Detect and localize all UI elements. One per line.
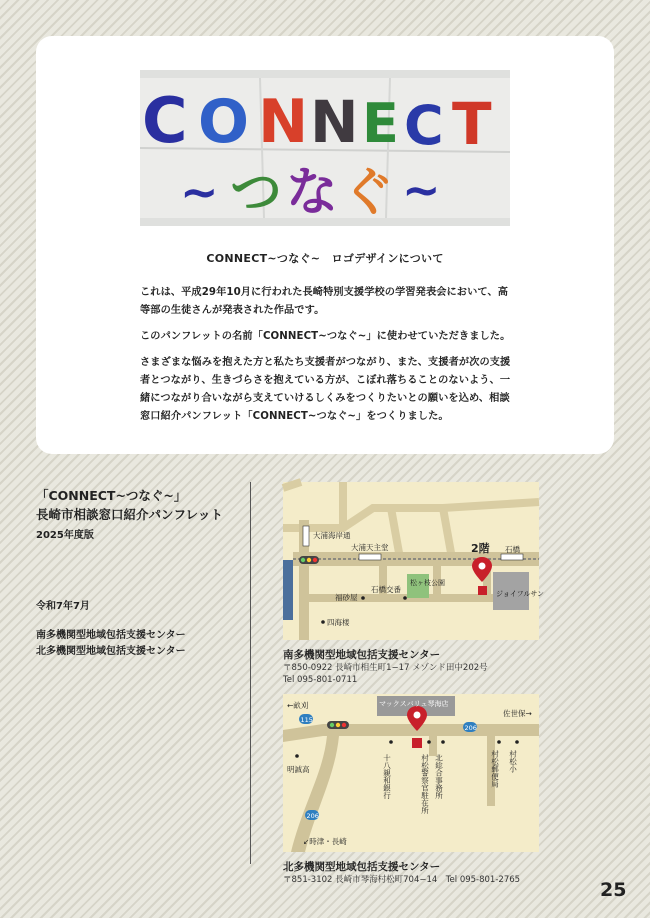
svg-text:~: ~ [402,163,441,217]
map-south-center [283,482,545,640]
label-school: 村松小 [508,750,518,773]
badge-route-206-a: 206 [464,724,477,732]
svg-text:つ: つ [230,163,283,223]
label-tokitsu: ←畝刈 [287,701,309,710]
publisher-north: 北多機関型地域包括支援センター [36,646,186,657]
north-center-address: 〒851-3102 長崎市琴海村松町704−14 Tel 095-801-2765 [283,875,521,885]
logo-info-card [36,36,614,454]
paragraph-1: これは、平成29年10月に行われた長崎特別支援学校の学習発表会において、高等部の生徒さんが発表された作品です。 [140,287,509,316]
svg-text:な: な [286,163,339,223]
svg-text:E: E [362,92,399,155]
page-number: 25 [600,879,627,901]
label-park: 松ヶ枝公園 [410,579,445,587]
label-post: 村松郵便局 [490,750,500,788]
label-floor: 2階 [471,542,490,555]
publisher-list [36,628,246,660]
north-center-name: 北多機関型地域包括支援センター [283,861,441,873]
pamphlet-info [36,486,246,660]
label-jyuhachi-bank: 十八親和銀行 [382,754,392,799]
label-maxvalu: マックスバリュ琴海店 [379,700,449,708]
badge-route-206-b: 206 [306,812,319,820]
connect-logo-photo [140,70,510,226]
logo-description [140,284,516,434]
label-ishibashi-koban: 石橋交番 [371,585,401,594]
south-tel-line: Tel 095-801-0711 [283,675,358,685]
svg-text:C: C [404,94,444,157]
publisher-south: 南多機関型地域包括支援センター [36,630,186,641]
label-meisei: 明誠高 [287,765,310,774]
label-jollibee: ジョイフルサン [496,590,545,598]
logo-caption: CONNECT~つなぐ~ ロゴデザインについて [206,252,444,265]
paragraph-2: このパンフレットの名前「CONNECT~つなぐ~」に使わせていただきました。 [140,331,511,342]
label-ohura-tenshudo: 大浦天主堂 [351,543,389,552]
label-shikaibou: 四海楼 [327,618,350,627]
south-center-name: 南多機関型地域包括支援センター [283,649,441,661]
paragraph-3: さまざまな悩みを抱えた方と私たち支援者がつながり、また、支援者が次の支援者とつながり、生きづらさを抱えている方が、こぼれ落ちることのないよう、一緒につながり合いながら支えていけるしくみをつくりたいとの願いを込め、相談窓口紹介パンフレット「CONNECT~つなぐ~」をつくりました。 [140,357,511,422]
pamphlet-title-line1: 「CONNECT~つなぐ~」 [36,488,187,503]
svg-text:C: C [142,84,188,157]
vertical-divider [250,482,251,864]
south-center-address [283,662,488,686]
label-police: 村松警察官駐在所 [420,754,430,814]
pamphlet-title-line2: 長崎市相談窓口紹介パンフレット [36,507,223,522]
label-fukushaya: 福砂屋 [335,593,358,602]
map-north-drawing [283,694,539,852]
pamphlet-edition: 2025年度版 [36,530,94,541]
label-nagasaki: ↙時津・長崎 [303,837,347,846]
svg-text:~: ~ [180,165,219,219]
map-south-drawing [283,482,545,640]
map-north-center [283,694,539,852]
svg-text:N: N [310,88,359,156]
badge-route-115: 115 [300,716,313,724]
south-address-line: 〒850-0922 長崎市相生町1−17 メゾンド田中202号 [283,663,488,673]
label-ohura-kaigan: 大浦海岸通 [313,531,351,540]
publication-date: 令和7年7月 [36,601,90,612]
label-hokuso: 北総合事務所 [434,754,444,799]
connect-logo-image [140,70,510,226]
svg-text:N: N [258,87,309,157]
svg-text:ぐ: ぐ [342,163,395,223]
label-ishibashi: 石橋 [505,545,520,554]
svg-text:O: O [198,87,250,157]
label-sasebo: 佐世保→ [503,709,532,718]
svg-text:T: T [452,90,492,158]
